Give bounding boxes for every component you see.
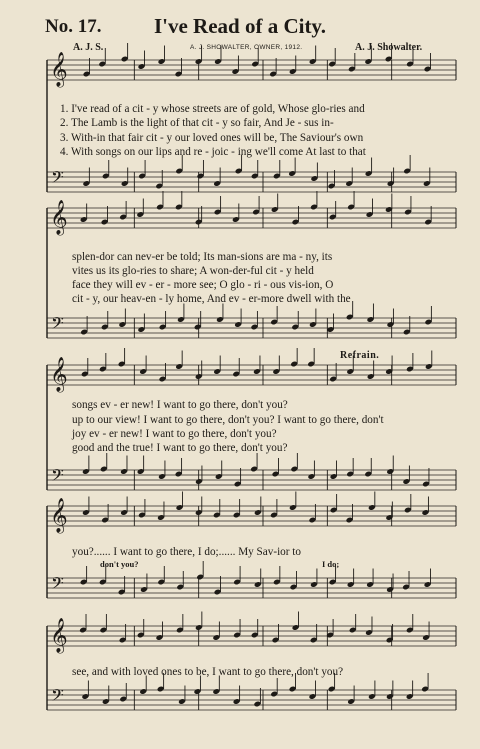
treble-clef-5: 𝄞	[50, 618, 68, 653]
treble-clef-3: 𝄞	[50, 357, 68, 392]
bass-clef-3: 𝄢	[51, 465, 64, 489]
lyric-s1-v2: 2. The Lamb is the light of that cit - y so fair, And Je - sus in-	[60, 117, 334, 129]
treble-clef-2: 𝄞	[50, 200, 68, 235]
lyric-s2-v2: vites us its glo-ries to share; A won-der-ful cit - y held	[72, 265, 314, 277]
bass-clef-2: 𝄢	[51, 313, 64, 337]
lyric-s2-v4: cit - y, our heav-en - ly home, And ev - er-more dwell with the	[72, 293, 351, 305]
treble-clef-1: 𝄞	[50, 52, 68, 87]
bass-clef-5: 𝄢	[51, 685, 64, 709]
treble-clef-4: 𝄞	[50, 498, 68, 533]
lyric-s5: see, and with loved ones to be, I want to go there, don't you?	[72, 666, 344, 678]
lyric-s1-v3: 3. With-in that fair cit - y our loved ones will be, The Saviour's own	[60, 132, 364, 144]
copyright-notice: A. J. SHOWALTER, OWNER, 1912.	[190, 44, 303, 51]
echo-dont-you: don't you?	[100, 559, 139, 569]
lyric-s3-v1: songs ev - er new! I want to go there, don't you?	[72, 399, 288, 411]
bass-clef-4: 𝄢	[51, 573, 64, 597]
lyric-s3-v3: joy ev - er new! I want to go there, don't you?	[72, 428, 277, 440]
music-credit: A. J. Showalter.	[355, 42, 423, 53]
lyric-s1-v4: 4. With songs on our lips and re - joic - ing we'll come At last to that	[60, 146, 366, 158]
lyric-s2-v1: splen-dor can nev-er be told; Its man-sions are ma - ny, its	[72, 251, 333, 263]
lyric-s3-v2: up to our view! I want to go there, don't you? I want to go there, don't	[72, 414, 384, 426]
hymn-number: No. 17.	[45, 16, 102, 37]
bass-clef-1: 𝄢	[51, 167, 64, 191]
lyric-s4: you?...... I want to go there, I do;...... My Sav-ior to	[72, 546, 301, 558]
lyric-s3-v4: good and the true! I want to go there, don't you?	[72, 442, 288, 454]
lyric-s2-v3: face they will ev - er - more see; O glo - ri - ous vis-ion, O	[72, 279, 334, 291]
echo-i-do: I do;	[322, 559, 340, 569]
lyric-s1-v1: 1. I've read of a cit - y whose streets are of gold, Whose glo-ries and	[60, 103, 365, 115]
refrain-label: Refrain.	[340, 350, 380, 361]
hymn-title: I've Read of a City.	[153, 14, 327, 38]
words-credit: A. J. S.	[73, 42, 104, 53]
